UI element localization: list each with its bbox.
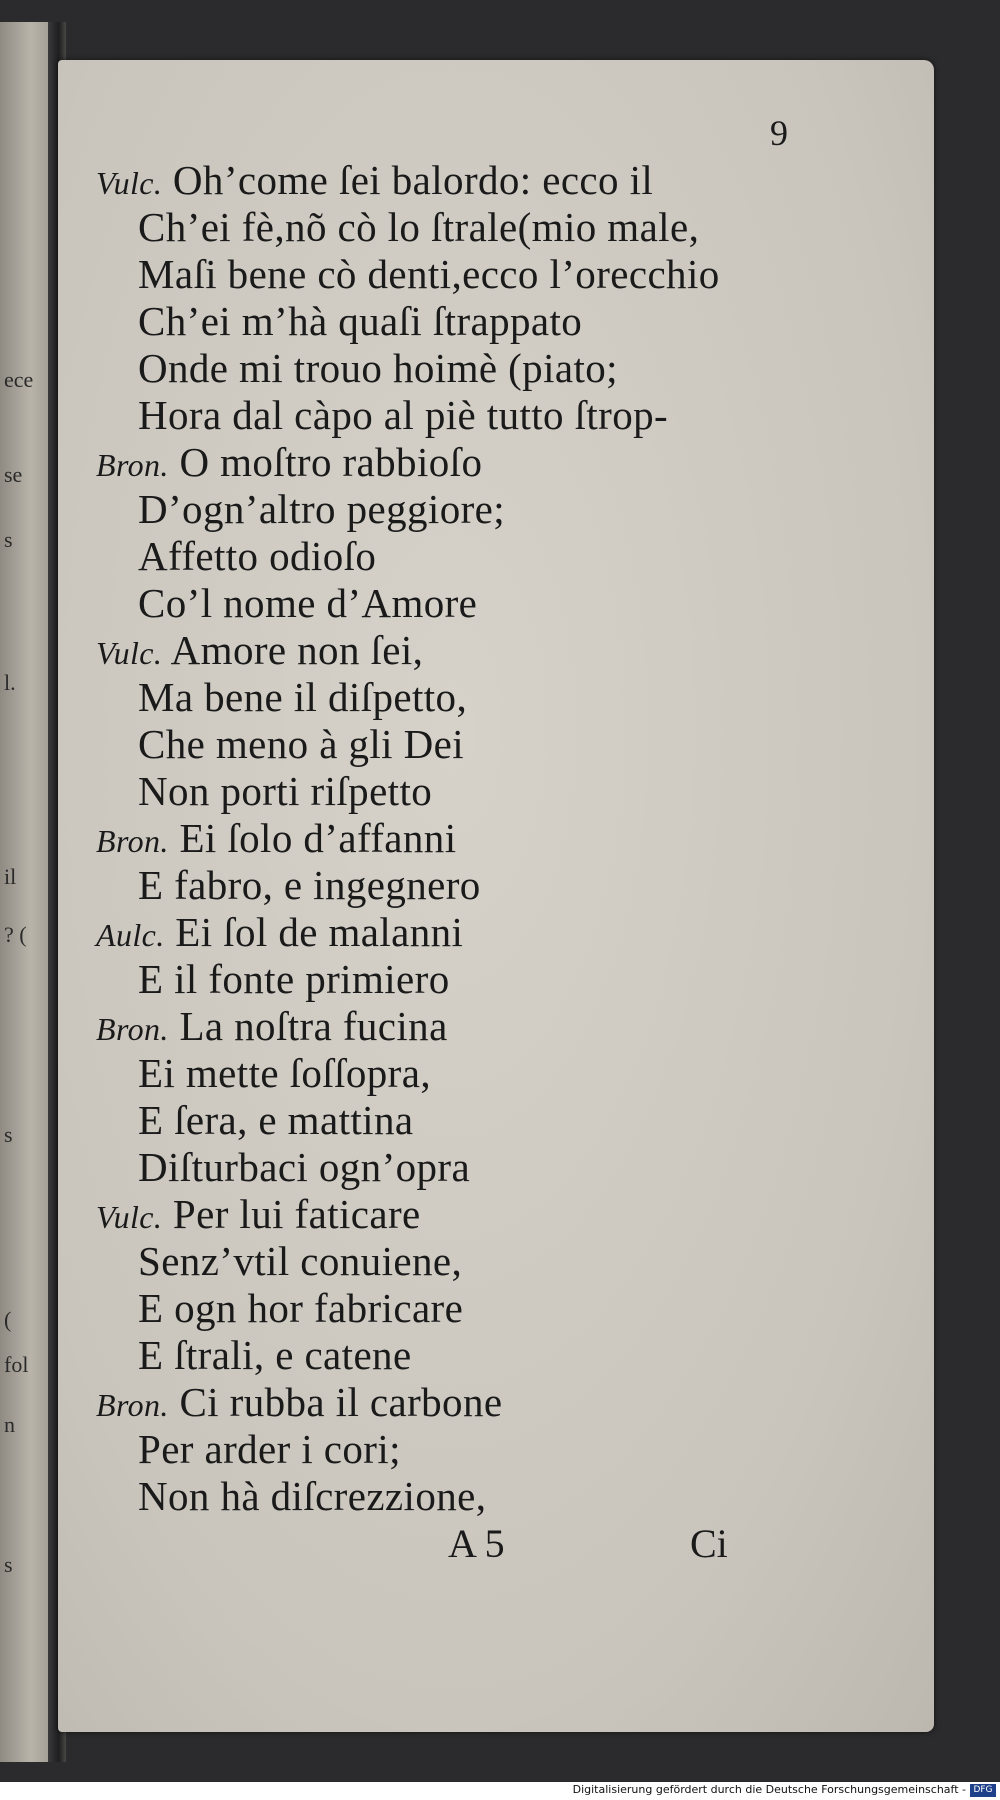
verse-line — [96, 1002, 448, 1050]
verse-line: Onde mi trouo hoimè (piato; — [138, 345, 618, 391]
verse-line: Non porti riſpetto — [138, 768, 433, 814]
verse-line: Per arder i cori; — [138, 1426, 401, 1472]
verse-line — [96, 1378, 502, 1426]
verse-line — [96, 1190, 421, 1238]
verse-text: Ei ſol de malanni — [175, 909, 464, 955]
verse-text: Ci rubba il carbone — [179, 1379, 503, 1425]
verse-line — [96, 814, 457, 862]
facing-page-fragment: ( — [4, 1307, 12, 1332]
verse-line: E ſtrali, e catene — [138, 1332, 412, 1378]
verse-line: Non hà diſcrezzione, — [138, 1473, 487, 1519]
verse-line: E ſera, e mattina — [138, 1097, 414, 1143]
verse-text: La noſtra fucina — [179, 1003, 448, 1049]
speaker-label: Bron. — [96, 823, 169, 859]
facing-page-fragment: ? ( — [4, 922, 27, 947]
book-page — [58, 60, 934, 1732]
facing-page-fragment: s — [4, 1122, 13, 1147]
verse-line: D’ogn’altro peggiore; — [138, 486, 506, 532]
speaker-label: Vulc. — [96, 165, 163, 201]
verse-line: E ogn hor fabricare — [138, 1285, 464, 1331]
facing-page-fragment: l. — [4, 670, 16, 695]
facing-page-fragment: s — [4, 1552, 13, 1577]
verse-line — [96, 156, 653, 204]
verse-line: Ma bene il diſpetto, — [138, 674, 468, 720]
dfg-logo: DFG — [970, 1784, 996, 1797]
verse-text: Oh’come ſei balordo: ecco il — [172, 157, 654, 203]
verse-line: Ch’ei m’hà quaſi ſtrappato — [138, 298, 583, 344]
verse-line: Ei mette ſoſſopra, — [138, 1050, 431, 1096]
verse-text: Ei ſolo d’affanni — [179, 815, 457, 861]
facing-page-fragment: s — [4, 527, 13, 552]
footer-credit: Digitalisierung gefördert durch die Deutsche Forschungsgemeinschaft - — [572, 1783, 966, 1796]
facing-page-fragment: il — [4, 864, 17, 889]
signature-mark: A 5 — [448, 1521, 505, 1566]
verse-line: E fabro, e ingegnero — [138, 862, 481, 908]
verse-text: Per lui faticare — [172, 1191, 421, 1237]
page-number: 9 — [770, 113, 788, 153]
speaker-label: Bron. — [96, 1011, 169, 1047]
verse-line: Co’l nome d’Amore — [138, 580, 478, 626]
digitization-footer — [0, 1782, 1000, 1800]
verse-line: Maſi bene cò denti,ecco l’orecchio — [138, 251, 720, 297]
facing-page-fragment: se — [4, 462, 23, 487]
speaker-label: Vulc. — [96, 635, 163, 671]
speaker-label: Bron. — [96, 1387, 169, 1423]
verse-line: Diſturbaci ogn’opra — [138, 1144, 471, 1190]
verse-line: Che meno à gli Dei — [138, 721, 465, 767]
catchword: Ci — [690, 1521, 728, 1566]
facing-page-fragment: fol — [4, 1352, 29, 1377]
verse-line: E il fonte primiero — [138, 956, 450, 1002]
verse-line: Ch’ei fè,nõ cò lo ſtrale(mio male, — [138, 204, 700, 250]
verse-text: O moſtro rabbioſo — [179, 439, 483, 485]
verse-line — [96, 438, 482, 486]
verse-text: Amore non ſei, — [170, 627, 424, 673]
facing-page-fragment: n — [4, 1412, 15, 1437]
speaker-label: Bron. — [96, 447, 169, 483]
verse-line: Affetto odioſo — [138, 533, 377, 579]
verse-line: Senz’vtil conuiene, — [138, 1238, 463, 1284]
verse-line — [96, 908, 463, 956]
speaker-label: Aulc. — [96, 917, 165, 953]
facing-page-fragment: ece — [4, 367, 34, 392]
verse-line — [96, 626, 423, 674]
verse-line: Hora dal càpo al piè tutto ſtrop- — [138, 392, 669, 438]
speaker-label: Vulc. — [96, 1199, 163, 1235]
